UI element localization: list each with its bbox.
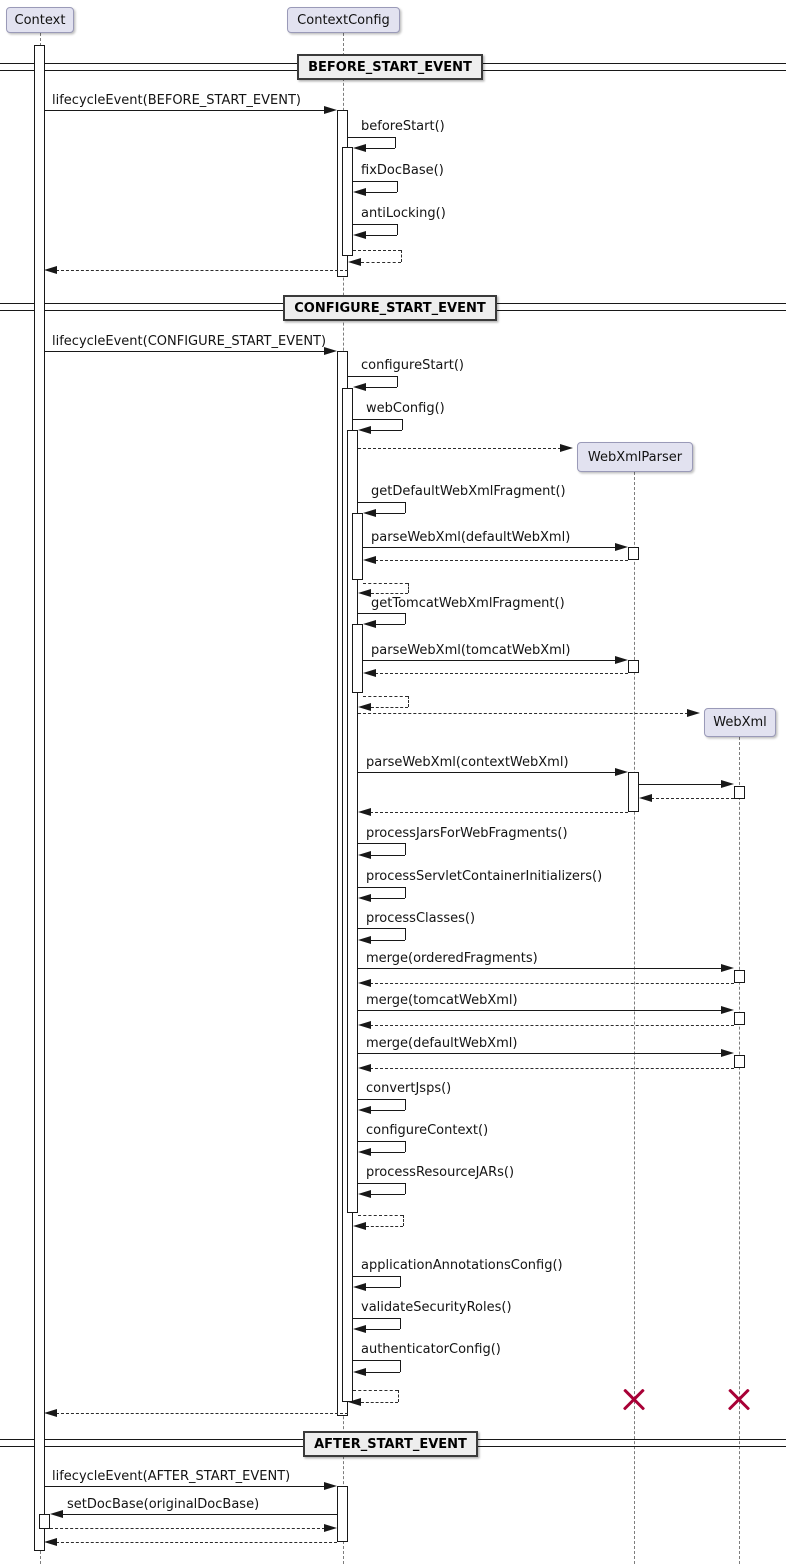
message-line bbox=[358, 713, 688, 714]
message-line bbox=[353, 250, 401, 251]
message-line bbox=[371, 430, 402, 431]
message-line bbox=[366, 1287, 400, 1288]
message-line bbox=[353, 224, 397, 225]
message-line bbox=[366, 1372, 400, 1373]
arrowhead bbox=[44, 266, 57, 274]
message-line bbox=[401, 250, 402, 262]
message-line bbox=[371, 593, 408, 594]
message-line bbox=[50, 1528, 325, 1529]
message-line bbox=[403, 1215, 404, 1226]
message-line bbox=[363, 583, 408, 584]
arrowhead bbox=[687, 709, 700, 717]
message-label: lifecycleEvent(BEFORE_START_EVENT) bbox=[52, 93, 301, 108]
message-line bbox=[398, 1390, 399, 1402]
arrowhead bbox=[324, 1524, 337, 1532]
message-line bbox=[361, 1402, 398, 1403]
arrowhead bbox=[353, 188, 366, 196]
message-line bbox=[376, 624, 405, 625]
arrowhead bbox=[358, 894, 371, 902]
message-line bbox=[370, 1068, 734, 1069]
message-line bbox=[56, 1413, 348, 1414]
message-label: validateSecurityRoles() bbox=[361, 1300, 512, 1315]
message-label: lifecycleEvent(AFTER_START_EVENT) bbox=[52, 1469, 291, 1484]
arrowhead bbox=[353, 1283, 366, 1291]
message-line bbox=[371, 1194, 405, 1195]
message-label: getTomcatWebXmlFragment() bbox=[371, 596, 565, 611]
message-line bbox=[370, 983, 734, 984]
message-label: merge(defaultWebXml) bbox=[366, 1036, 518, 1051]
message-line bbox=[358, 1099, 405, 1100]
arrowhead bbox=[358, 936, 371, 944]
arrowhead bbox=[615, 656, 628, 664]
message-line bbox=[358, 1053, 722, 1054]
arrowhead bbox=[353, 1222, 366, 1230]
arrowhead bbox=[324, 1482, 337, 1490]
arrowhead bbox=[363, 509, 376, 517]
message-line bbox=[358, 1010, 722, 1011]
activation-bar bbox=[734, 786, 745, 799]
divider-before-start-event: BEFORE_START_EVENT bbox=[297, 54, 483, 80]
message-line bbox=[400, 1360, 401, 1372]
message-line bbox=[370, 812, 628, 813]
message-line bbox=[405, 887, 406, 898]
message-line bbox=[353, 419, 402, 420]
arrowhead bbox=[358, 1148, 371, 1156]
arrowhead bbox=[363, 669, 376, 677]
arrowhead bbox=[324, 106, 337, 114]
arrowhead bbox=[721, 1006, 734, 1014]
arrowhead bbox=[353, 1325, 366, 1333]
message-line bbox=[376, 513, 405, 514]
divider-after-start-event: AFTER_START_EVENT bbox=[303, 1431, 478, 1457]
message-line bbox=[363, 547, 616, 548]
participant-webxml: WebXml bbox=[704, 708, 776, 737]
arrowhead bbox=[358, 851, 371, 859]
arrowhead bbox=[363, 556, 376, 564]
message-label: beforeStart() bbox=[361, 119, 445, 134]
message-line bbox=[358, 613, 405, 614]
arrowhead bbox=[358, 1021, 371, 1029]
message-line bbox=[62, 1514, 337, 1515]
arrowhead bbox=[358, 1106, 371, 1114]
message-line bbox=[375, 560, 628, 561]
activation-bar bbox=[352, 513, 363, 580]
activation-bar bbox=[628, 772, 639, 812]
participant-context: Context bbox=[6, 7, 74, 33]
message-label: setDocBase(originalDocBase) bbox=[67, 1497, 260, 1512]
message-line bbox=[366, 387, 397, 388]
message-label: lifecycleEvent(CONFIGURE_START_EVENT) bbox=[52, 334, 327, 349]
activation-bar bbox=[628, 547, 639, 560]
message-line bbox=[44, 1486, 325, 1487]
arrowhead bbox=[358, 1190, 371, 1198]
message-line bbox=[44, 110, 325, 111]
arrowhead bbox=[44, 1538, 57, 1546]
message-line bbox=[395, 137, 396, 148]
message-line bbox=[370, 1025, 734, 1026]
arrowhead bbox=[721, 964, 734, 972]
message-label: fixDocBase() bbox=[361, 163, 444, 178]
activation-bar bbox=[342, 147, 353, 256]
arrowhead bbox=[358, 426, 371, 434]
message-line bbox=[353, 181, 397, 182]
message-line bbox=[366, 192, 397, 193]
activation-bar bbox=[39, 1514, 50, 1529]
message-line bbox=[358, 1215, 403, 1216]
message-line bbox=[371, 1110, 405, 1111]
arrowhead bbox=[358, 1064, 371, 1072]
message-label: configureStart() bbox=[361, 358, 464, 373]
message-line bbox=[371, 1152, 405, 1153]
arrowhead bbox=[353, 231, 366, 239]
message-line bbox=[397, 376, 398, 387]
arrowhead bbox=[615, 543, 628, 551]
message-line bbox=[358, 968, 722, 969]
message-label: processServletContainerInitializers() bbox=[366, 869, 603, 884]
message-line bbox=[353, 1360, 400, 1361]
message-line bbox=[353, 1276, 400, 1277]
message-line bbox=[358, 887, 405, 888]
arrowhead bbox=[50, 1510, 63, 1518]
message-line bbox=[366, 1329, 400, 1330]
message-line bbox=[402, 419, 403, 430]
arrowhead bbox=[721, 780, 734, 788]
activation-bar bbox=[734, 970, 745, 983]
arrowhead bbox=[363, 620, 376, 628]
message-label: parseWebXml(contextWebXml) bbox=[366, 755, 569, 770]
message-line bbox=[371, 940, 405, 941]
message-line bbox=[348, 137, 395, 138]
message-line bbox=[363, 660, 616, 661]
message-label: merge(tomcatWebXml) bbox=[366, 993, 518, 1008]
message-line bbox=[651, 798, 734, 799]
arrowhead bbox=[353, 383, 366, 391]
message-label: processResourceJARs() bbox=[366, 1165, 515, 1180]
participant-contextconfig: ContextConfig bbox=[287, 7, 400, 33]
message-line bbox=[353, 1318, 400, 1319]
message-line bbox=[405, 1183, 406, 1194]
activation-bar bbox=[628, 660, 639, 673]
message-line bbox=[56, 270, 348, 271]
message-line bbox=[371, 855, 405, 856]
activation-bar bbox=[352, 624, 363, 693]
message-line bbox=[405, 502, 406, 513]
activation-bar bbox=[734, 1055, 745, 1068]
message-line bbox=[348, 376, 397, 377]
message-line bbox=[358, 772, 616, 773]
message-line bbox=[405, 1141, 406, 1152]
message-line bbox=[371, 707, 408, 708]
message-label: processClasses() bbox=[366, 911, 476, 926]
message-line bbox=[358, 1183, 405, 1184]
message-line bbox=[405, 843, 406, 855]
destroy-icon-webxmlparser bbox=[622, 1388, 646, 1412]
message-label: configureContext() bbox=[366, 1123, 489, 1138]
arrowhead bbox=[348, 258, 361, 266]
message-line bbox=[366, 1226, 403, 1227]
message-line bbox=[361, 262, 401, 263]
message-line bbox=[405, 928, 406, 940]
message-line bbox=[400, 1318, 401, 1329]
message-line bbox=[639, 784, 722, 785]
message-label: processJarsForWebFragments() bbox=[366, 826, 568, 841]
arrowhead bbox=[358, 979, 371, 987]
arrowhead bbox=[44, 1409, 57, 1417]
arrowhead bbox=[358, 589, 371, 597]
message-line bbox=[353, 1390, 398, 1391]
message-line bbox=[56, 1542, 337, 1543]
message-line bbox=[358, 448, 561, 449]
message-label: applicationAnnotationsConfig() bbox=[361, 1258, 563, 1273]
activation-bar bbox=[337, 1486, 348, 1542]
message-line bbox=[405, 613, 406, 624]
message-line bbox=[358, 928, 405, 929]
message-line bbox=[366, 148, 395, 149]
divider-configure-start-event: CONFIGURE_START_EVENT bbox=[283, 295, 497, 321]
message-label: authenticatorConfig() bbox=[361, 1342, 501, 1357]
message-label: parseWebXml(defaultWebXml) bbox=[371, 530, 571, 545]
message-line bbox=[408, 583, 409, 593]
message-label: getDefaultWebXmlFragment() bbox=[371, 484, 566, 499]
message-label: webConfig() bbox=[366, 401, 445, 416]
arrowhead bbox=[721, 1049, 734, 1057]
activation-bar bbox=[734, 1012, 745, 1025]
message-line bbox=[408, 696, 409, 707]
message-line bbox=[400, 1276, 401, 1287]
message-label: parseWebXml(tomcatWebXml) bbox=[371, 643, 571, 658]
arrowhead bbox=[615, 768, 628, 776]
message-label: antiLocking() bbox=[361, 206, 446, 221]
message-line bbox=[363, 696, 408, 697]
message-line bbox=[375, 673, 628, 674]
message-line bbox=[397, 181, 398, 192]
message-line bbox=[358, 1141, 405, 1142]
participant-webxmlparser: WebXmlParser bbox=[577, 442, 693, 472]
message-line bbox=[358, 843, 405, 844]
message-label: convertJsps() bbox=[366, 1081, 452, 1096]
message-line bbox=[405, 1099, 406, 1110]
destroy-icon-webxml bbox=[727, 1388, 751, 1412]
message-line bbox=[397, 224, 398, 235]
message-line bbox=[366, 235, 397, 236]
arrowhead bbox=[358, 808, 371, 816]
message-label: merge(orderedFragments) bbox=[366, 951, 538, 966]
arrowhead bbox=[348, 1398, 361, 1406]
message-line bbox=[44, 351, 325, 352]
message-line bbox=[371, 898, 405, 899]
arrowhead bbox=[639, 794, 652, 802]
arrowhead bbox=[353, 1368, 366, 1376]
arrowhead bbox=[560, 444, 573, 452]
arrowhead bbox=[353, 144, 366, 152]
arrowhead bbox=[358, 703, 371, 711]
message-line bbox=[358, 502, 405, 503]
